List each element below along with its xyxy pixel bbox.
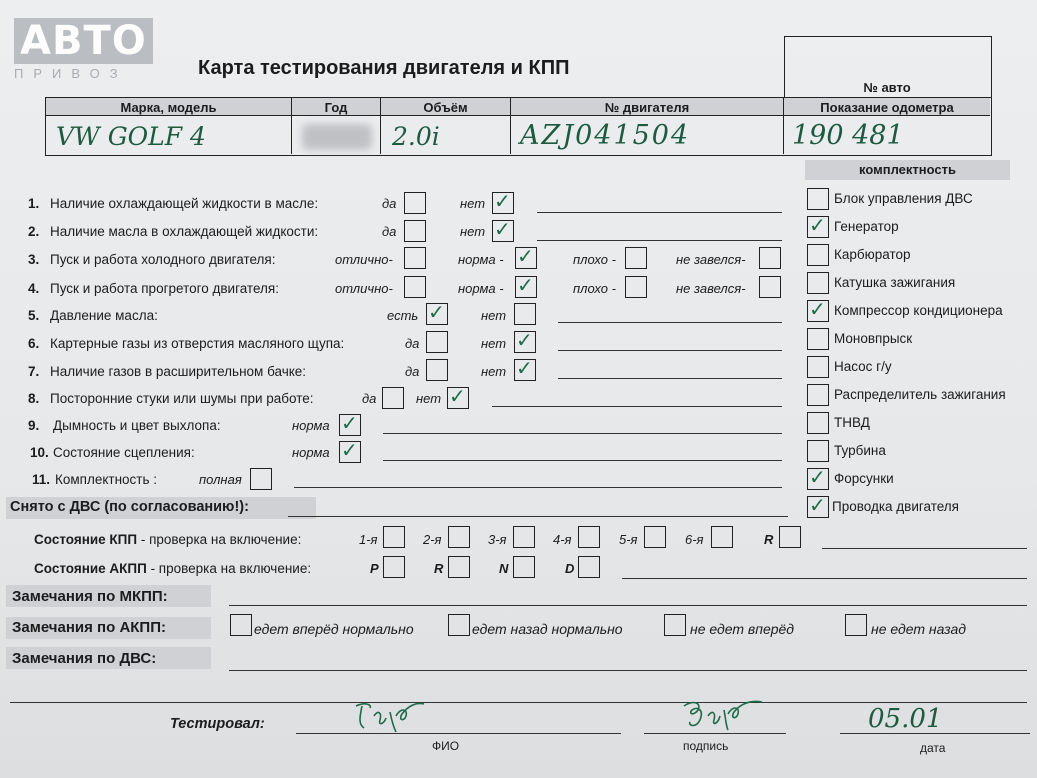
value-year-blurred [302, 124, 372, 150]
row10-text: Состояние сцепления: [53, 445, 195, 460]
row8-text: Посторонние стуки или шумы при работе: [50, 391, 314, 406]
check-mark-icon: ✓ [341, 438, 358, 462]
akpp-no-forward-label: не едет вперёд [690, 621, 795, 637]
kpp-gear-2-checkbox[interactable] [448, 526, 470, 548]
komplekt-wiring-checkbox[interactable] [807, 493, 829, 518]
kpp-gear-5: 5-я [619, 532, 638, 547]
check-mark-icon: ✓ [517, 273, 534, 297]
komplekt-monoinjection-label: Моновпрыск [834, 331, 913, 346]
kpp-gear-5-checkbox[interactable] [644, 526, 666, 548]
row7-yes-checkbox[interactable] [426, 359, 448, 381]
row11-full-checkbox[interactable] [250, 468, 272, 490]
kpp-gear-2: 2-я [423, 532, 442, 547]
kpp-gear-r: R [764, 532, 774, 547]
row3-opt-excellent: отлично- [335, 252, 393, 267]
row4-excellent-checkbox[interactable] [404, 276, 426, 298]
kpp-gear-1-checkbox[interactable] [383, 526, 405, 548]
komplekt-turbo-checkbox[interactable] [807, 440, 829, 462]
row2-text: Наличие масла в охлаждающей жидкости: [50, 224, 319, 239]
komplekt-title: комплектность [805, 160, 1010, 180]
komplekt-injectors-checkbox[interactable] [807, 465, 829, 490]
akpp-gear-n-checkbox[interactable] [513, 556, 535, 578]
komplekt-turbo-label: Турбина [834, 443, 886, 458]
komplekt-carburetor-checkbox[interactable] [807, 244, 829, 266]
kpp-gear-4: 4-я [553, 532, 572, 547]
row2-num: 2. [28, 224, 40, 239]
komplekt-coil-label: Катушка зажигания [834, 275, 956, 290]
row5-line [558, 322, 782, 323]
kpp-gear-4-checkbox[interactable] [578, 526, 600, 548]
komplekt-tnvd-label: ТНВД [834, 415, 870, 430]
check-mark-icon: ✓ [809, 493, 826, 517]
row8-opt-no: нет [416, 391, 442, 406]
removed-line [288, 516, 788, 517]
akpp-forward-ok-label: едет вперёд нормально [254, 621, 414, 637]
komplekt-wiring-label: Проводка двигателя [832, 499, 959, 514]
akpp-gear-d-checkbox[interactable] [578, 556, 600, 578]
col-model: Марка, модель [120, 100, 217, 115]
row3-no-start-checkbox[interactable] [759, 247, 781, 269]
fio-label: ФИО [432, 739, 460, 753]
value-odometer: 190 481 [792, 120, 904, 151]
row8-no-checkbox[interactable] [447, 384, 469, 409]
remark-dvs-line-2 [10, 702, 1027, 703]
date-label: дата [920, 741, 946, 755]
kpp-label [34, 532, 301, 547]
akpp-backward-ok-label: едет назад нормально [472, 621, 623, 637]
removed-label: Снято с ДВС (по согласованию!): [10, 499, 249, 515]
row3-opt-normal: норма - [458, 252, 504, 267]
fio-line [296, 733, 621, 734]
row8-line [492, 406, 782, 407]
akpp-label-bold: Состояние АКПП [34, 561, 147, 576]
row1-line [537, 212, 782, 213]
row2-no-checkbox[interactable] [492, 217, 514, 242]
fio-handwriting [350, 698, 430, 734]
row2-opt-yes: да [382, 224, 397, 239]
kpp-gear-6: 6-я [685, 532, 704, 547]
akpp-no-backward-label: не едет назад [871, 621, 966, 637]
komplekt-generator-label: Генератор [834, 219, 899, 234]
row6-yes-checkbox[interactable] [426, 331, 448, 353]
kpp-gear-3-checkbox[interactable] [513, 526, 535, 548]
komplekt-tnvd-checkbox[interactable] [807, 412, 829, 434]
row11-num: 11. [32, 472, 51, 487]
akpp-backward-ok-checkbox[interactable] [448, 614, 470, 636]
komplekt-ecu-checkbox[interactable] [807, 188, 829, 210]
komplekt-monoinjection-checkbox[interactable] [807, 328, 829, 350]
row8-opt-yes: да [362, 391, 377, 406]
kpp-gear-6-checkbox[interactable] [711, 526, 733, 548]
row11-opt-full: полная [199, 472, 242, 487]
sign-label: подпись [683, 739, 729, 753]
remark-mkpp-label: Замечания по МКПП: [12, 588, 168, 605]
komplekt-generator-checkbox[interactable] [807, 213, 829, 238]
kpp-gear-1: 1-я [359, 532, 378, 547]
komplekt-ps-pump-checkbox[interactable] [807, 356, 829, 378]
komplekt-distributor-checkbox[interactable] [807, 384, 829, 406]
row4-bad-checkbox[interactable] [625, 276, 647, 298]
row6-num: 6. [28, 336, 40, 351]
check-mark-icon: ✓ [809, 297, 826, 321]
row7-opt-yes: да [405, 364, 420, 379]
check-mark-icon: ✓ [809, 213, 826, 237]
row2-opt-no: нет [460, 224, 486, 239]
akpp-gear-p-checkbox[interactable] [383, 556, 405, 578]
tested-label: Тестировал: [170, 716, 265, 732]
check-mark-icon: ✓ [494, 217, 511, 241]
logo-brand: АВТО [14, 18, 153, 64]
col-year: Год [324, 100, 348, 115]
row4-opt-no-start: не завелся- [676, 281, 746, 296]
row3-normal-checkbox[interactable] [515, 244, 537, 269]
row9-opt-norm: норма [292, 418, 330, 433]
row10-num: 10. [30, 445, 49, 460]
row4-normal-checkbox[interactable] [515, 273, 537, 298]
logo-sub: ПРИВОЗ [14, 66, 128, 81]
page-title: Карта тестирования двигателя и КПП [198, 57, 570, 79]
row1-no-checkbox[interactable] [492, 189, 514, 214]
check-mark-icon: ✓ [449, 384, 466, 408]
col-volume: Объём [423, 100, 468, 115]
row6-text: Картерные газы из отверстия масляного щупа: [50, 336, 345, 351]
row5-opt-no: нет [481, 308, 507, 323]
row4-opt-bad: плохо - [573, 281, 616, 296]
row11-line [294, 487, 782, 488]
row5-yes-checkbox[interactable] [426, 300, 448, 325]
check-mark-icon: ✓ [428, 300, 445, 324]
check-mark-icon: ✓ [341, 411, 358, 435]
kpp-line [822, 548, 1027, 549]
row9-text: Дымность и цвет выхлопа: [53, 418, 221, 433]
row1-yes-checkbox[interactable] [404, 192, 426, 214]
akpp-gear-r-checkbox[interactable] [448, 556, 470, 578]
car-number-label: № авто [863, 80, 911, 95]
akpp-no-backward-checkbox[interactable] [845, 614, 867, 636]
akpp-line [622, 578, 1027, 579]
remark-dvs-label: Замечания по ДВС: [12, 650, 157, 667]
row4-opt-normal: норма - [458, 281, 504, 296]
row7-line [558, 378, 782, 379]
row10-norm-checkbox[interactable] [339, 438, 361, 463]
kpp-gear-r-checkbox[interactable] [779, 526, 801, 548]
value-model: VW GOLF 4 [56, 122, 206, 151]
komplekt-carburetor-label: Карбюратор [834, 247, 911, 262]
value-volume: 2.0i [392, 122, 440, 151]
check-mark-icon: ✓ [516, 328, 533, 352]
row5-num: 5. [28, 308, 40, 323]
check-mark-icon: ✓ [809, 465, 826, 489]
akpp-label [34, 561, 311, 576]
kpp-label-rest: - проверка на включение: [137, 532, 302, 547]
remark-mkpp-line [229, 605, 1027, 606]
row3-opt-bad: плохо - [573, 252, 616, 267]
row7-num: 7. [28, 364, 40, 379]
row5-opt-yes: есть [387, 308, 419, 323]
row1-opt-no: нет [460, 196, 486, 211]
check-mark-icon: ✓ [516, 356, 533, 380]
komplekt-ecu-label: Блок управления ДВС [834, 191, 973, 206]
akpp-gear-r: R [434, 561, 444, 576]
date-value: 05.01 [868, 704, 943, 734]
row3-opt-no-start: не завелся- [676, 252, 746, 267]
row3-num: 3. [28, 252, 40, 267]
komplekt-distributor-label: Распределитель зажигания [834, 387, 1006, 402]
row6-no-checkbox[interactable] [514, 328, 536, 353]
akpp-gear-p: P [370, 561, 379, 576]
signature-handwriting [676, 696, 768, 734]
komplekt-injectors-label: Форсунки [834, 471, 894, 486]
row3-bad-checkbox[interactable] [625, 247, 647, 269]
check-mark-icon: ✓ [494, 189, 511, 213]
row2-yes-checkbox[interactable] [404, 220, 426, 242]
row7-opt-no: нет [481, 364, 507, 379]
remark-dvs-line [229, 670, 1027, 671]
row10-line [383, 460, 782, 461]
row11-text: Комплектность : [55, 472, 158, 487]
row10-opt-norm: норма [292, 445, 330, 460]
row1-num: 1. [28, 196, 40, 211]
row6-opt-no: нет [481, 336, 507, 351]
row5-no-checkbox[interactable] [514, 303, 536, 325]
value-engine-no: AZJ041504 [520, 120, 691, 151]
row4-text: Пуск и работа прогретого двигателя: [50, 281, 279, 296]
remark-akpp-label: Замечания по АКПП: [12, 619, 166, 636]
check-mark-icon: ✓ [517, 244, 534, 268]
avto-privoz-logo [14, 18, 153, 81]
kpp-gear-3: 3-я [488, 532, 507, 547]
komplekt-coil-checkbox[interactable] [807, 272, 829, 294]
row8-yes-checkbox[interactable] [382, 387, 404, 409]
akpp-label-rest: - проверка на включение: [146, 561, 312, 576]
row9-norm-checkbox[interactable] [339, 411, 361, 436]
akpp-gear-n: N [499, 561, 509, 576]
row1-text: Наличие охлаждающей жидкости в масле: [50, 196, 319, 211]
row9-num: 9. [28, 418, 40, 433]
col-engine-no: № двигателя [604, 100, 690, 115]
row5-text: Давление масла: [50, 308, 158, 323]
akpp-no-forward-checkbox[interactable] [664, 614, 686, 636]
row7-no-checkbox[interactable] [514, 356, 536, 381]
akpp-gear-d: D [565, 561, 575, 576]
row4-opt-excellent: отлично- [335, 281, 393, 296]
row6-line [558, 350, 782, 351]
row6-opt-yes: да [405, 336, 420, 351]
row2-line [537, 240, 782, 241]
col-odometer: Показание одометра [820, 100, 954, 115]
row3-excellent-checkbox[interactable] [404, 247, 426, 269]
komplekt-ac-compressor-checkbox[interactable] [807, 297, 829, 322]
row4-no-start-checkbox[interactable] [759, 276, 781, 298]
row7-text: Наличие газов в расширительном бачке: [50, 364, 307, 379]
row9-line [383, 433, 782, 434]
row3-text: Пуск и работа холодного двигателя: [50, 252, 276, 267]
komplekt-ac-compressor-label: Компрессор кондиционера [834, 303, 1003, 318]
akpp-forward-ok-checkbox[interactable] [230, 614, 252, 636]
kpp-label-bold: Состояние КПП [34, 532, 138, 547]
row1-opt-yes: да [382, 196, 397, 211]
row4-num: 4. [28, 281, 40, 296]
komplekt-ps-pump-label: Насос г/у [834, 359, 892, 374]
row8-num: 8. [28, 391, 40, 406]
